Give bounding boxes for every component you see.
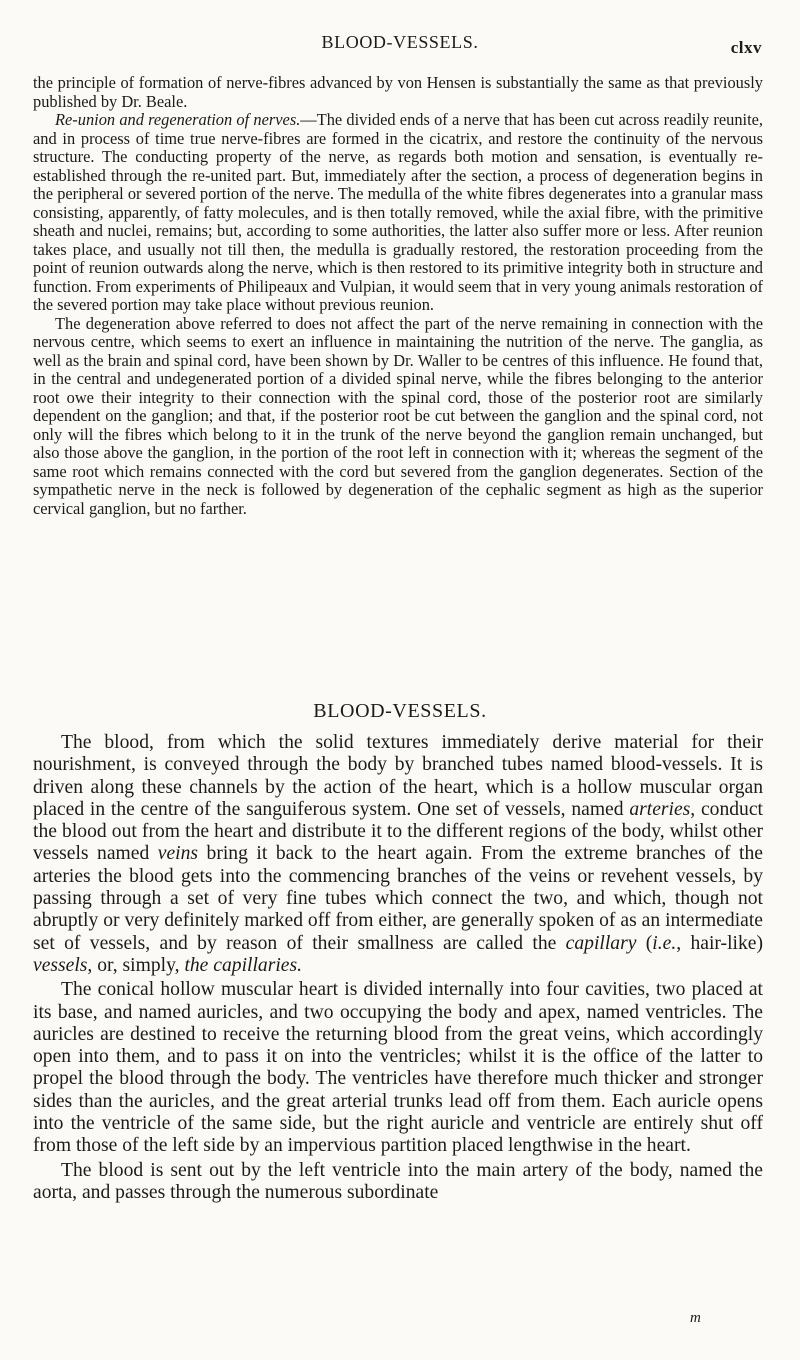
term-vessels: vessels — [33, 954, 88, 976]
term-arteries: arteries — [629, 798, 691, 820]
text-run: bring it back to the heart again. From the extreme branches of the arteries the blood gets into the commencing branches of the veins or revehent vessels, by passing through a set of very fine tubes which connect the two, and which, though not abruptly or very definitely marked off from either, are generally spoken of as an intermediate set of vessels, and by reason of their smallness are called the — [33, 843, 763, 954]
term-capillaries: the capillaries. — [184, 954, 302, 976]
section-heading: BLOOD-VESSELS. — [313, 700, 487, 722]
paragraph-title: Re-union and regeneration of nerves. — [55, 110, 301, 129]
term-ie: i.e. — [652, 932, 677, 954]
text-run: , conduct the blood out from the heart and distribute it to the different regions of the body, whilst other vessels named — [33, 798, 763, 865]
text-run: , or, simply, — [87, 954, 185, 976]
term-veins: veins — [157, 843, 199, 865]
term-capillary: capillary — [565, 932, 637, 954]
paragraph-degeneration: The degeneration above referred to does not affect the part of the nerve remaining in connection with the nervous centre, which seems to exert an influence in maintaining the nutrition of the nerve. The ganglia, as well as the brain and spinal cord, have been shown by Dr. Waller to be centres of this influence. He found that, in the central and undegenerated portion of a divided spinal nerve, while the fibres belonging to the anterior root owe their integrity to their connection with the spinal cord, those of the posterior root are similarly dependent on the ganglion; and that, if the posterior root be cut between the ganglion and the spinal cord, not only will the fibres which belong to it in the trunk of the nerve beyond the ganglion remain unchanged, but also those above the ganglion, in the portion of the root left in connection with it; whereas the segment of the same root which remains connected with the cord but severed from the ganglion degenerates. Section of the sympathetic nerve in the neck is followed by degeneration of the cephalic segment as high as the superior cervical ganglion, but no farther. — [33, 313, 763, 518]
small-print-section — [33, 74, 763, 518]
page-number: clxv — [730, 38, 762, 57]
running-title: BLOOD-VESSELS. — [321, 32, 479, 52]
paragraph-aorta: The blood is sent out by the left ventricle into the main artery of the body, named the aorta, and passes through the numerous subordinate — [33, 1159, 763, 1203]
text-run: The blood, from which the solid textures immediately derive material for their nourishment, is conveyed through the body by branched tubes named blood-vessels. It is driven along these channels by the action of the heart, which is a hollow muscular organ placed in the centre of the sanguiferous system. One set of vessels, named — [33, 732, 763, 820]
paragraph-nerve-fibres-formation: the principle of formation of nerve-fibres advanced by von Hensen is substantially the same as that previously published by Dr. Beale. — [33, 73, 763, 111]
paragraph-blood-conveyance — [33, 732, 763, 977]
paragraph-reunion-regeneration — [33, 111, 763, 315]
text-run: , hair-like) — [676, 932, 763, 954]
main-text-section — [33, 732, 763, 1204]
signature-mark: m — [690, 1310, 701, 1326]
paragraph-body: —The divided ends of a nerve that has been cut across readily reunite, and in process of time true nerve-fibres are formed in the cicatrix, and restore the continuity of the nervous structure. The conducting property of the nerve, as regards both motion and sensation, is eventually re-established through the re-united part. But, immediately after the section, a process of degeneration begins in the peripheral or severed portion of the nerve. The medulla of the white fibres degenerates into a granular mass consisting, apparently, of fatty molecules, and is then totally removed, while the axial fibre, with the primitive sheath and nuclei, remains; but, according to some authorities, the latter also suffer more or less. After reunion takes place, and usually not till then, the medulla is gradually restored, the restoration proceeding from the point of reunion outwards along the nerve, which is then restored to its primitive integrity both in structure and function. From experiments of Philipeaux and Vulpian, it would seem that in very young animals restoration of the severed portion may take place without previous reunion. — [33, 110, 763, 314]
paragraph-heart-cavities: The conical hollow muscular heart is divided internally into four cavities, two placed at its base, and named auricles, and two occupying the body and apex, named ventricles. The auricles are destined to receive the returning blood from the great veins, which accordingly open into them, and to pass it on into the ventricles; whilst it is the office of the latter to propel the blood through the body. The ventricles have therefore much thicker and stronger sides than the auricles, and the great arterial trunks lead off from them. Each auricle opens into the ventricle of the same side, but the right auricle and ventricle are entirely shut off from those of the left side by an impervious partition placed lengthwise in the heart. — [33, 979, 763, 1157]
text-run: ( — [636, 932, 653, 954]
